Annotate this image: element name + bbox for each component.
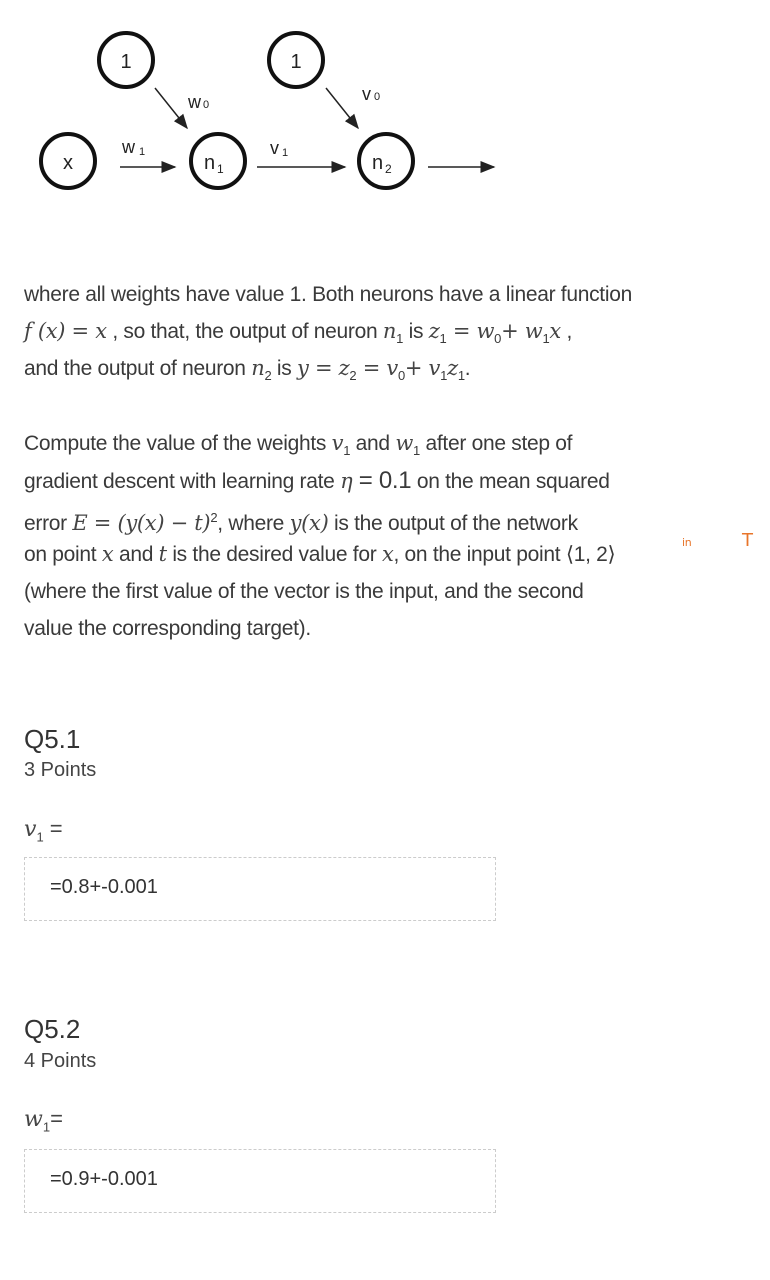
network-description bbox=[24, 276, 764, 387]
text-line: and the output of neuron $n_2$ is $y = z_2 = v_0+ v_1z_1$. bbox=[24, 356, 471, 384]
text-line: gradient descent with learning rate η = 0.1 on the mean squared bbox=[24, 467, 610, 494]
svg-text:n: n bbox=[204, 152, 216, 174]
svg-text:1: 1 bbox=[217, 162, 224, 176]
question-points: 3 Points bbox=[24, 759, 97, 781]
svg-text:w: w bbox=[122, 137, 135, 157]
answer-field-v1[interactable] bbox=[24, 857, 496, 921]
node-bias-1 bbox=[99, 33, 153, 87]
text-line: where all weights have value 1. Both neurons have a linear function bbox=[24, 283, 632, 306]
svg-text:v: v bbox=[362, 84, 371, 104]
svg-text:x: x bbox=[63, 152, 73, 174]
text-line: error $E = (y(x) - t)^2$, where y(x) is the output of the network bbox=[24, 510, 578, 535]
text-line: (where the first value of the vector is the input, and the second bbox=[24, 580, 584, 603]
question-points: 4 Points bbox=[24, 1050, 97, 1072]
node-bias-2 bbox=[269, 33, 323, 87]
svg-text:1: 1 bbox=[120, 51, 132, 73]
answer-value: =0.9+-0.001 bbox=[50, 1168, 158, 1190]
text-line: value the corresponding target). bbox=[24, 617, 311, 640]
question-title: Q5.2 bbox=[24, 1014, 81, 1044]
answer-label: $w_1=$ bbox=[24, 1106, 63, 1135]
node-n2 bbox=[359, 134, 413, 188]
edge-v0 bbox=[326, 88, 358, 128]
svg-text:1: 1 bbox=[139, 146, 146, 158]
question-title: Q5.1 bbox=[24, 724, 81, 754]
text-line: f (x) = x , so that, the output of neuron $n_1$ is $z_1 = w_0+ w_1x$ , bbox=[24, 319, 573, 347]
text-line: Compute the value of the weights $v_1$ and $w_1$ after one step of bbox=[24, 431, 573, 459]
answer-field-w1[interactable] bbox=[24, 1149, 496, 1213]
svg-text:n: n bbox=[372, 152, 384, 174]
svg-text:2: 2 bbox=[385, 162, 392, 176]
handwritten-annotation-transpose: T bbox=[742, 530, 753, 551]
neural-network-diagram bbox=[0, 0, 520, 200]
edge-w0 bbox=[155, 88, 187, 128]
svg-text:0: 0 bbox=[374, 91, 381, 103]
task-description bbox=[24, 425, 764, 647]
answer-label: $v_1$ = bbox=[24, 816, 63, 845]
text-line: on point x and t is the desired value for x, on the input point ⟨1, 2⟩ in T bbox=[24, 536, 764, 573]
svg-text:1: 1 bbox=[282, 147, 289, 159]
svg-text:0: 0 bbox=[203, 99, 210, 111]
node-x bbox=[41, 134, 95, 188]
svg-text:1: 1 bbox=[290, 51, 302, 73]
svg-text:v: v bbox=[270, 138, 279, 158]
handwritten-annotation-in: in bbox=[682, 536, 692, 549]
answer-value: =0.8+-0.001 bbox=[50, 876, 158, 898]
node-n1 bbox=[191, 134, 245, 188]
svg-text:w: w bbox=[188, 92, 201, 112]
